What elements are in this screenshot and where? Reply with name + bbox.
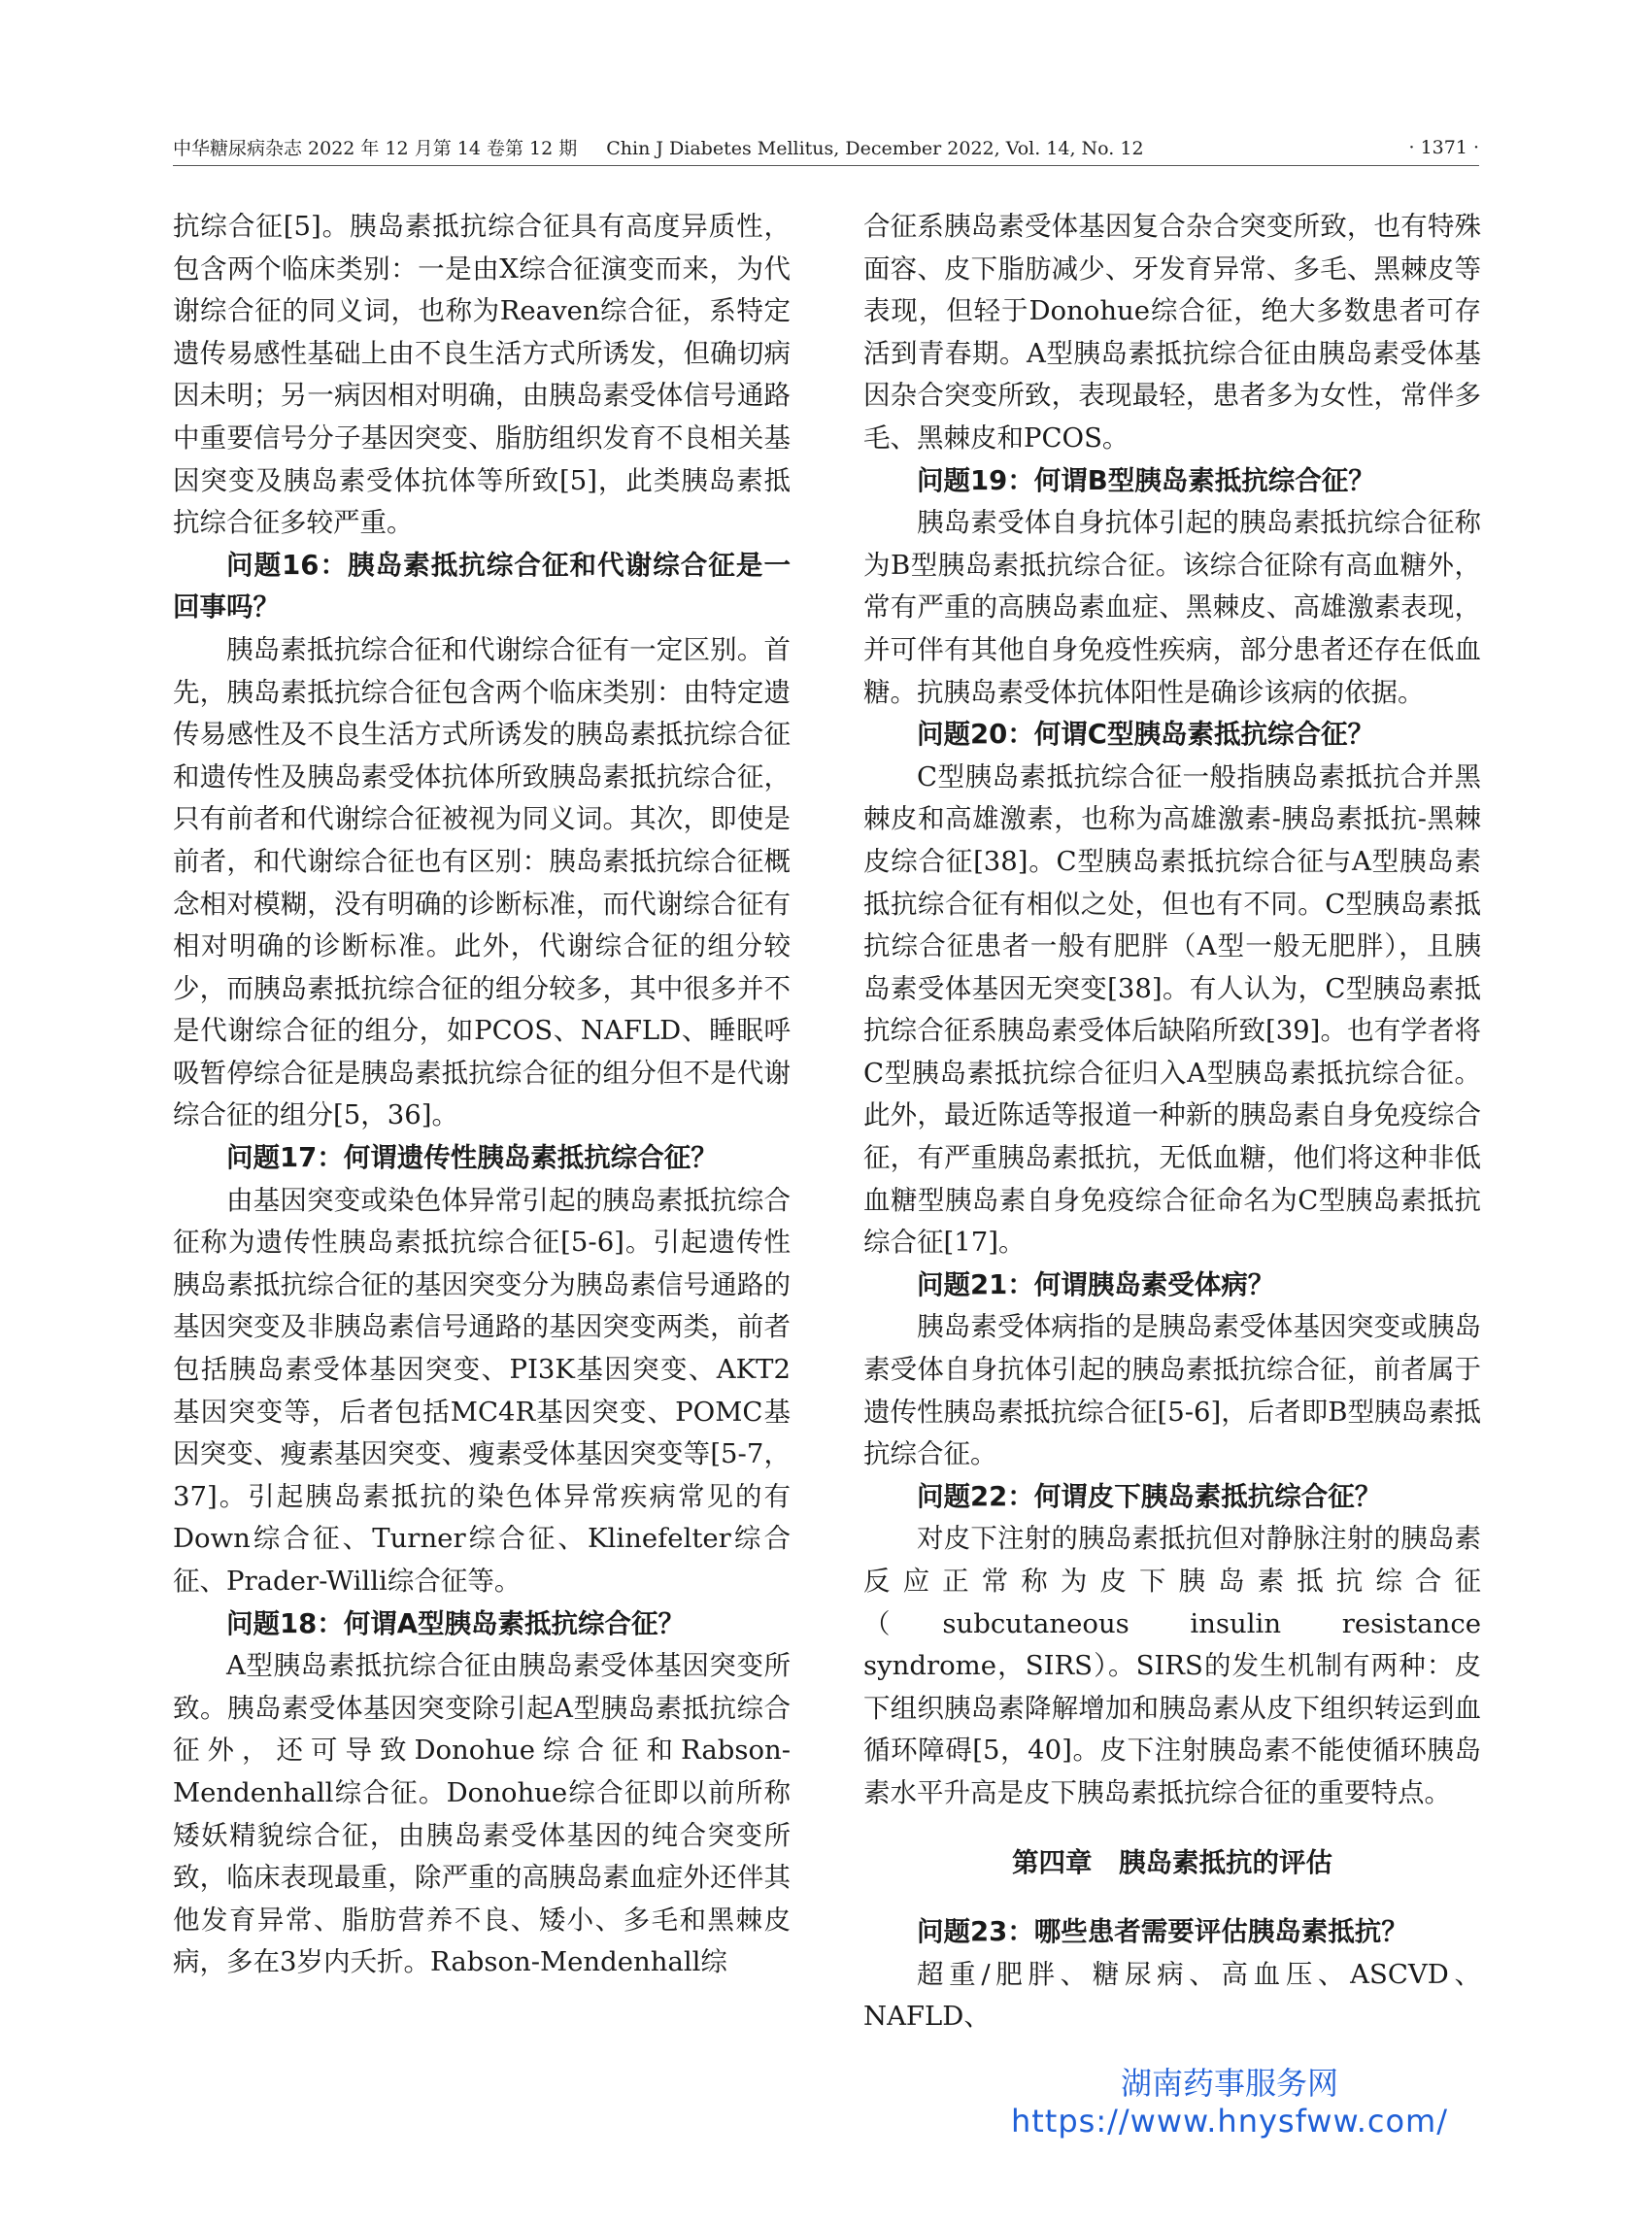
paragraph: 由基因突变或染色体异常引起的胰岛素抵抗综合征称为遗传性胰岛素抵抗综合征[5-6]。引起遗传性胰岛素抵抗综合征的基因突变分为胰岛素信号通路的基因突变及非胰岛素信号通路的基因突变两类，前者包括胰岛素受体基因突变、PI3K基因突变、AKT2基因突变等，后者包括MC4R基因突变、POMC基因突变、瘦素基因突变、瘦素受体基因突变等[5-7，37]。引起胰岛素抵抗的染色体异常疾病常见的有Down综合征、Turner综合征、Klinefelter综合征、Prader-Willi综合征等。 <box>173 1184 791 1597</box>
journal-info <box>173 134 1167 160</box>
question-heading-18: 问题18：何谓A型胰岛素抵抗综合征？ <box>226 1607 686 1639</box>
paragraph: 对皮下注射的胰岛素抵抗但对静脉注射的胰岛素反应正常称为皮下胰岛素抵抗综合征（subcutaneous insulin resistance syndrome，SIRS）。SIRS的发生机制有两种：皮下组织胰岛素降解增加和胰岛素从皮下组织转运到血循环障碍[5，40]。皮下注射胰岛素不能使循环胰岛素水平升高是皮下胰岛素抵抗综合征的重要特点。 <box>863 1523 1481 1808</box>
journal-title-en: Chin J Diabetes Mellitus, December 2022, Vol. 14, No. 12 <box>606 138 1144 159</box>
question-heading-17: 问题17：何谓遗传性胰岛素抵抗综合征？ <box>226 1142 718 1174</box>
left-column <box>173 206 791 1984</box>
paragraph: 胰岛素抵抗综合征和代谢综合征有一定区别。首先，胰岛素抵抗综合征包含两个临床类别：由特定遗传易感性及不良生活方式所诱发的胰岛素抵抗综合征和遗传性及胰岛素受体抗体所致胰岛素抵抗综合征，只有前者和代谢综合征被视为同义词。其次，即使是前者，和代谢综合征也有区别：胰岛素抵抗综合征概念相对模糊，没有明确的诊断标准，而代谢综合征有相对明确的诊断标准。此外，代谢综合征的组分较少，而胰岛素抵抗综合征的组分较多，其中很多并不是代谢综合征的组分，如PCOS、NAFLD、睡眠呼吸暂停综合征是胰岛素抵抗综合征的组分但不是代谢综合征的组分[5，36]。 <box>173 633 791 1131</box>
question-heading-20: 问题20：何谓C型胰岛素抵抗综合征？ <box>917 719 1374 751</box>
header-rule <box>173 165 1479 166</box>
paragraph: 超重/肥胖、糖尿病、高血压、ASCVD、NAFLD、 <box>863 1958 1481 2033</box>
question-heading-23: 问题23：哪些患者需要评估胰岛素抵抗？ <box>917 1916 1408 1948</box>
question-heading-22: 问题22：何谓皮下胰岛素抵抗综合征？ <box>917 1480 1382 1512</box>
paragraph: 胰岛素受体自身抗体引起的胰岛素抵抗综合征称为B型胰岛素抵抗综合征。该综合征除有高血糖外，常有严重的高胰岛素血症、黑棘皮、高雄激素表现，并可伴有其他自身免疫性疾病，部分患者还存在低血糖。抗胰岛素受体抗体阳性是确诊该病的依据。 <box>863 507 1481 708</box>
paragraph: C型胰岛素抵抗综合征一般指胰岛素抵抗合并黑棘皮和高雄激素，也称为高雄激素-胰岛素抵抗-黑棘皮综合征[38]。C型胰岛素抵抗综合征与A型胰岛素抵抗综合征有相似之处，但也有不同。C型胰岛素抵抗综合征患者一般有肥胖（A型一般无肥胖），且胰岛素受体基因无突变[38]。有人认为，C型胰岛素抵抗综合征系胰岛素受体后缺陷所致[39]。也有学者将C型胰岛素抵抗综合征归入A型胰岛素抵抗综合征。此外，最近陈适等报道一种新的胰岛素自身免疫综合征，有严重胰岛素抵抗，无低血糖，他们将这种非低血糖型胰岛素自身免疫综合征命名为C型胰岛素抵抗综合征[17]。 <box>863 760 1481 1259</box>
question-heading-19: 问题19：何谓B型胰岛素抵抗综合征？ <box>917 464 1375 496</box>
paragraph: A型胰岛素抵抗综合征由胰岛素受体基因突变所致。胰岛素受体基因突变除引起A型胰岛素抵抗综合征外，还可导致Donohue综合征和Rabson-Mendenhall综合征。Donohue综合征即以前所称矮妖精貌综合征，由胰岛素受体基因的纯合突变所致，临床表现最重，除严重的高胰岛素血症外还伴其他发育异常、脂肪营养不良、矮小、多毛和黑棘皮病，多在3岁内夭折。Rabson-Mendenhall综 <box>173 1650 791 1978</box>
running-header <box>173 134 1479 160</box>
right-column <box>863 206 1481 2039</box>
watermark-name: 湖南药事服务网 <box>1120 2065 1338 2102</box>
question-heading-16: 问题16：胰岛素抵抗综合征和代谢综合征是一回事吗？ <box>173 549 791 624</box>
watermark-url[interactable]: https://www.hnysfww.com/ <box>1010 2103 1448 2140</box>
paragraph: 合征系胰岛素受体基因复合杂合突变所致，也有特殊面容、皮下脂肪减少、牙发育异常、多毛、黑棘皮等表现，但轻于Donohue综合征，绝大多数患者可存活到青春期。A型胰岛素抵抗综合征由胰岛素受体基因杂合突变所致，表现最轻，患者多为女性，常伴多毛、黑棘皮和PCOS。 <box>863 211 1481 454</box>
watermark <box>1011 2064 1448 2140</box>
question-heading-21: 问题21：何谓胰岛素受体病？ <box>917 1268 1275 1300</box>
journal-title-cn: 中华糖尿病杂志 2022 年 12 月第 14 卷第 12 期 <box>173 138 578 159</box>
chapter-heading: 第四章 胰岛素抵抗的评估 <box>1012 1846 1332 1878</box>
paragraph: 抗综合征[5]。胰岛素抵抗综合征具有高度异质性，包含两个临床类别：一是由X综合征演变而来，为代谢综合征的同义词，也称为Reaven综合征，系特定遗传易感性基础上由不良生活方式所诱发，但确切病因未明；另一病因相对明确，由胰岛素受体信号通路中重要信号分子基因突变、脂肪组织发育不良相关基因突变及胰岛素受体抗体等所致[5]，此类胰岛素抵抗综合征多较严重。 <box>173 211 791 539</box>
page-number: · 1371 · <box>1408 136 1479 158</box>
paragraph: 胰岛素受体病指的是胰岛素受体基因突变或胰岛素受体自身抗体引起的胰岛素抵抗综合征，前者属于遗传性胰岛素抵抗综合征[5-6]，后者即B型胰岛素抵抗综合征。 <box>863 1311 1481 1470</box>
